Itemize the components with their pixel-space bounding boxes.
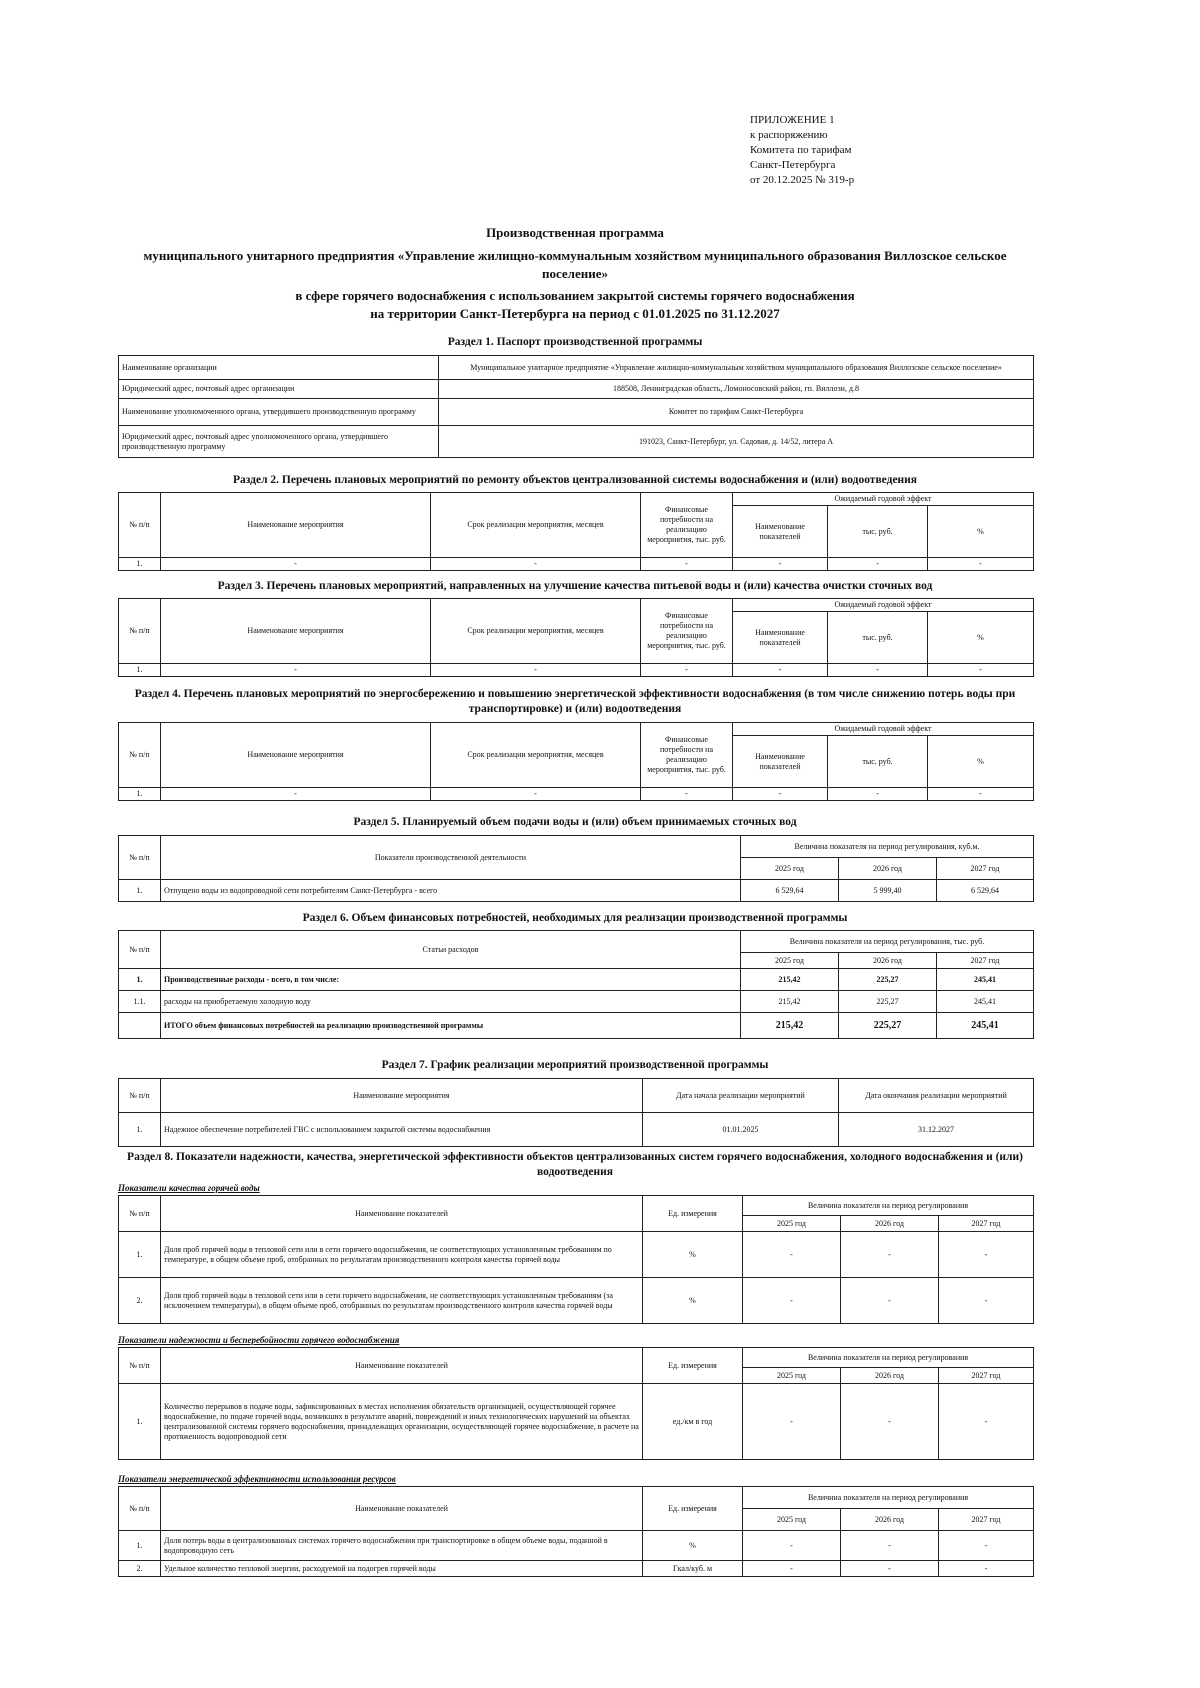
- table-cell: Наименование организации: [119, 356, 439, 380]
- table-row: [119, 969, 1034, 991]
- table-cell: -: [743, 1232, 841, 1278]
- header-cell: Наименование показателей: [733, 736, 828, 788]
- program-scope: в сфере горячего водоснабжения с использованием закрытой системы горячего водоснабжения: [295, 288, 855, 303]
- table-row: [119, 426, 1034, 458]
- section-5-table: [118, 835, 1034, 902]
- header-cell: № п/п: [119, 493, 161, 558]
- header-cell: № п/п: [119, 931, 161, 969]
- table-cell: 1.: [119, 880, 161, 902]
- table-cell: Количество перерывов в подаче воды, зафиксированных в местах исполнения обязательств организацией, осуществляющей горячее водоснабжение, по подаче горячей воды, возникших в результате аварий, повреждений и иных технологических нарушений на объектах централизованной системы горячего водоснабжения, принадлежащих организации, осуществляющей горячее водоснабжение, в расчете на протяженность водопроводной сети: [161, 1384, 643, 1460]
- table-cell: 6 529,64: [741, 880, 839, 902]
- section-8-efficiency-table: [118, 1486, 1034, 1577]
- header-cell: Ед. измерения: [643, 1348, 743, 1384]
- year-cell: 2026 год: [839, 953, 937, 969]
- header-cell: Финансовые потребности на реализацию мероприятия, тыс. руб.: [641, 493, 733, 558]
- table-row: [119, 880, 1034, 902]
- header-cell: Наименование мероприятия: [161, 599, 431, 664]
- table-row: [119, 664, 1034, 677]
- header-cell: Дата начала реализации мероприятий: [643, 1079, 839, 1113]
- table-cell: Доля потерь воды в централизованных системах горячего водоснабжения при транспортировке в общем объеме воды, поданной в водопроводную сеть: [161, 1531, 643, 1561]
- header-cell: № п/п: [119, 1079, 161, 1113]
- year-cell: 2025 год: [741, 858, 839, 880]
- table-cell: Гкал/куб. м: [643, 1561, 743, 1577]
- header-cell: Ожидаемый годовой эффект: [733, 493, 1034, 506]
- header-cell: № п/п: [119, 599, 161, 664]
- year-cell: 2026 год: [839, 858, 937, 880]
- table-cell: 225,27: [839, 1013, 937, 1039]
- section-4-table: [118, 722, 1034, 801]
- header-cell: Срок реализации мероприятия, месяцев: [431, 599, 641, 664]
- header-cell: %: [928, 612, 1034, 664]
- table-cell: 215,42: [741, 991, 839, 1013]
- program-title: Производственная программа: [486, 225, 664, 240]
- table-row: [119, 1561, 1034, 1577]
- quality-subheading: Показатели качества горячей воды: [118, 1183, 260, 1193]
- table-row: [119, 1278, 1034, 1324]
- table-cell: 2.: [119, 1278, 161, 1324]
- header-cell: Величина показателя на период регулирования: [743, 1348, 1034, 1368]
- table-cell: [119, 1013, 161, 1039]
- table-cell: 215,42: [741, 969, 839, 991]
- table-cell: -: [841, 1384, 939, 1460]
- table-cell: Отпущено воды из водопроводной сети потребителям Санкт-Петербурга - всего: [161, 880, 741, 902]
- table-cell: -: [743, 1531, 841, 1561]
- section-4-title: Раздел 4. Перечень плановых мероприятий по энергосбережению и повышению энергетической эффективности водоснабжения (в том числе снижению потерь воды при транспортировке) и (или) водоотведения: [134, 688, 1016, 715]
- table-cell: 245,41: [937, 969, 1034, 991]
- header-cell: Наименование показателей: [161, 1348, 643, 1384]
- section-8-title: Раздел 8. Показатели надежности, качества, энергетической эффективности объектов централизованных систем горячего водоснабжения, холодного водоснабжения и (или) водоотведения: [127, 1151, 1023, 1178]
- table-header-row: [119, 723, 1034, 736]
- table-row: [119, 558, 1034, 571]
- table-header-row: [119, 493, 1034, 506]
- table-header-row: [119, 1196, 1034, 1216]
- table-cell: 225,27: [839, 969, 937, 991]
- year-cell: 2027 год: [939, 1216, 1034, 1232]
- header-cell: тыс. руб.: [828, 612, 928, 664]
- table-cell: 2.: [119, 1561, 161, 1577]
- table-cell: -: [939, 1232, 1034, 1278]
- table-cell: 188508, Ленинградская область, Ломоносовский район, гп. Виллози, д.8: [439, 380, 1034, 399]
- section-2-title: Раздел 2. Перечень плановых мероприятий по ремонту объектов централизованной системы водоснабжения и (или) водоотведения: [232, 474, 918, 486]
- table-row: [119, 356, 1034, 380]
- header-cell: тыс. руб.: [828, 736, 928, 788]
- table-cell: Доля проб горячей воды в тепловой сети или в сети горячего водоснабжения, не соответствующих установленным требованиям (за исключением температуры), в общем объеме проб, отобранных по результатам производственного контроля качества горячей воды: [161, 1278, 643, 1324]
- header-cell: Наименование показателей: [733, 612, 828, 664]
- table-header-row: [119, 836, 1034, 858]
- table-cell: -: [733, 788, 828, 801]
- header-cell: Дата окончания реализации мероприятий: [839, 1079, 1034, 1113]
- table-cell: -: [161, 558, 431, 571]
- table-cell: расходы на приобретаемую холодную воду: [161, 991, 741, 1013]
- header-cell: Статьи расходов: [161, 931, 741, 969]
- appendix-block: [750, 113, 854, 188]
- reliability-subheading: Показатели надежности и бесперебойности горячего водоснабжения: [118, 1335, 400, 1345]
- table-total-row: [119, 1013, 1034, 1039]
- appendix-line: Санкт-Петербурга: [750, 159, 836, 171]
- table-cell: 1.: [119, 1232, 161, 1278]
- table-row: [119, 1531, 1034, 1561]
- header-cell: Срок реализации мероприятия, месяцев: [431, 723, 641, 788]
- table-cell: -: [841, 1531, 939, 1561]
- table-cell: -: [743, 1278, 841, 1324]
- table-cell: -: [828, 558, 928, 571]
- header-cell: № п/п: [119, 1348, 161, 1384]
- year-cell: 2025 год: [743, 1216, 841, 1232]
- table-cell: 1.: [119, 664, 161, 677]
- header-cell: Наименование показателей: [161, 1196, 643, 1232]
- table-row: [119, 1232, 1034, 1278]
- table-cell: %: [643, 1531, 743, 1561]
- table-cell: 1.: [119, 1531, 161, 1561]
- year-cell: 2026 год: [841, 1216, 939, 1232]
- table-cell: Производственные расходы - всего, в том числе:: [161, 969, 741, 991]
- table-cell: -: [733, 558, 828, 571]
- year-cell: 2027 год: [937, 858, 1034, 880]
- year-cell: 2025 год: [741, 953, 839, 969]
- year-cell: 2026 год: [841, 1509, 939, 1531]
- section-8-quality-table: [118, 1195, 1034, 1324]
- table-cell: -: [743, 1384, 841, 1460]
- table-cell: Юридический адрес, почтовый адрес организации: [119, 380, 439, 399]
- year-cell: 2027 год: [939, 1368, 1034, 1384]
- table-cell: -: [828, 664, 928, 677]
- section-3-table: [118, 598, 1034, 677]
- table-header-row: [119, 1487, 1034, 1509]
- header-cell: № п/п: [119, 1196, 161, 1232]
- table-cell: 5 999,40: [839, 880, 937, 902]
- table-cell: 1.1.: [119, 991, 161, 1013]
- table-cell: -: [641, 558, 733, 571]
- section-1-title: Раздел 1. Паспорт производственной программы: [447, 336, 703, 348]
- header-cell: Финансовые потребности на реализацию мероприятия, тыс. руб.: [641, 599, 733, 664]
- section-3-title: Раздел 3. Перечень плановых мероприятий, направленных на улучшение качества питьевой воды и (или) качества очистки сточных вод: [217, 580, 933, 592]
- table-cell: 1.: [119, 969, 161, 991]
- appendix-line: Комитета по тарифам: [750, 144, 852, 156]
- section-1-table: [118, 355, 1034, 458]
- year-cell: 2025 год: [743, 1509, 841, 1531]
- table-cell: 215,42: [741, 1013, 839, 1039]
- table-cell: -: [431, 664, 641, 677]
- table-cell: -: [431, 788, 641, 801]
- table-cell: -: [161, 664, 431, 677]
- header-cell: № п/п: [119, 723, 161, 788]
- table-header-row: [119, 931, 1034, 953]
- table-cell: Доля проб горячей воды в тепловой сети или в сети горячего водоснабжения, не соответствующих установленным требованиям по температуре, в общем объеме проб, отобранных по результатам производственного контроля качества горячей воды: [161, 1232, 643, 1278]
- header-cell: %: [928, 736, 1034, 788]
- header-cell: Наименование мероприятия: [161, 493, 431, 558]
- year-cell: 2027 год: [937, 953, 1034, 969]
- table-cell: -: [743, 1561, 841, 1577]
- table-header-row: [119, 1348, 1034, 1368]
- table-cell: -: [841, 1278, 939, 1324]
- section-2-table: [118, 492, 1034, 571]
- table-row: [119, 1113, 1034, 1147]
- program-subtitle: муниципального унитарного предприятия «Управление жилищно-коммунальным хозяйством муниципального образования Виллозское сельское поселение»: [143, 248, 1007, 281]
- header-cell: %: [928, 506, 1034, 558]
- table-cell: 6 529,64: [937, 880, 1034, 902]
- header-cell: Величина показателя на период регулирования: [743, 1196, 1034, 1216]
- table-cell: -: [431, 558, 641, 571]
- table-cell: Надежное обеспечение потребителей ГВС с использованием закрытой системы водоснабжения: [161, 1113, 643, 1147]
- header-cell: № п/п: [119, 1487, 161, 1531]
- table-row: [119, 991, 1034, 1013]
- table-cell: 1.: [119, 1113, 161, 1147]
- year-cell: 2027 год: [939, 1509, 1034, 1531]
- efficiency-subheading: Показатели энергетической эффективности использования ресурсов: [118, 1474, 396, 1484]
- header-cell: Наименование мероприятия: [161, 1079, 643, 1113]
- section-5-title: Раздел 5. Планируемый объем подачи воды и (или) объем принимаемых сточных вод: [353, 816, 797, 828]
- table-cell: ед./км в год: [643, 1384, 743, 1460]
- header-cell: Ед. измерения: [643, 1487, 743, 1531]
- header-cell: тыс. руб.: [828, 506, 928, 558]
- header-cell: Величина показателя на период регулирования, тыс. руб.: [741, 931, 1034, 953]
- table-cell: %: [643, 1232, 743, 1278]
- table-cell: -: [939, 1531, 1034, 1561]
- table-row: [119, 788, 1034, 801]
- appendix-line: ПРИЛОЖЕНИЕ 1: [750, 114, 835, 126]
- header-cell: Наименование показателей: [161, 1487, 643, 1531]
- table-cell: ИТОГО объем финансовых потребностей на реализацию производственной программы: [161, 1013, 741, 1039]
- appendix-line: к распоряжению: [750, 129, 828, 141]
- header-cell: Величина показателя на период регулирования, куб.м.: [741, 836, 1034, 858]
- table-row: [119, 1384, 1034, 1460]
- year-cell: 2026 год: [841, 1368, 939, 1384]
- table-cell: 1.: [119, 1384, 161, 1460]
- table-cell: -: [928, 558, 1034, 571]
- table-cell: 01.01.2025: [643, 1113, 839, 1147]
- header-cell: Наименование мероприятия: [161, 723, 431, 788]
- table-cell: 191023, Санкт-Петербург, ул. Садовая, д. 14/52, литера А: [439, 426, 1034, 458]
- header-cell: Ожидаемый годовой эффект: [733, 723, 1034, 736]
- table-cell: -: [161, 788, 431, 801]
- table-cell: Наименование уполномоченного органа, утвердившего производственную программу: [119, 399, 439, 426]
- table-cell: -: [841, 1232, 939, 1278]
- table-cell: -: [828, 788, 928, 801]
- header-cell: Наименование показателей: [733, 506, 828, 558]
- table-cell: 245,41: [937, 1013, 1034, 1039]
- table-cell: Комитет по тарифам Санкт-Петербурга: [439, 399, 1034, 426]
- table-cell: %: [643, 1278, 743, 1324]
- section-6-table: [118, 930, 1034, 1039]
- table-header-row: [119, 599, 1034, 612]
- table-row: [119, 380, 1034, 399]
- header-cell: Финансовые потребности на реализацию мероприятия, тыс. руб.: [641, 723, 733, 788]
- table-cell: 1.: [119, 558, 161, 571]
- table-cell: 31.12.2027: [839, 1113, 1034, 1147]
- table-cell: -: [928, 788, 1034, 801]
- table-cell: Удельное количество тепловой энергии, расходуемой на подогрев горячей воды: [161, 1561, 643, 1577]
- table-cell: 245,41: [937, 991, 1034, 1013]
- table-cell: Муниципальное унитарное предприятие «Управление жилищно-коммунальным хозяйством муниципального образования Виллозское сельское поселение»: [439, 356, 1034, 380]
- header-cell: № п/п: [119, 836, 161, 880]
- table-cell: -: [939, 1384, 1034, 1460]
- table-cell: -: [841, 1561, 939, 1577]
- table-cell: -: [641, 788, 733, 801]
- section-6-title: Раздел 6. Объем финансовых потребностей, необходимых для реализации производственной программы: [302, 912, 848, 924]
- header-cell: Величина показателя на период регулирования: [743, 1487, 1034, 1509]
- table-cell: -: [733, 664, 828, 677]
- year-cell: 2025 год: [743, 1368, 841, 1384]
- section-7-title: Раздел 7. График реализации мероприятий производственной программы: [381, 1059, 769, 1071]
- table-row: [119, 399, 1034, 426]
- program-period: на территории Санкт-Петербурга на период с 01.01.2025 по 31.12.2027: [370, 306, 780, 321]
- table-cell: 225,27: [839, 991, 937, 1013]
- table-cell: -: [641, 664, 733, 677]
- table-cell: 1.: [119, 788, 161, 801]
- header-cell: Ед. измерения: [643, 1196, 743, 1232]
- table-cell: Юридический адрес, почтовый адрес уполномоченного органа, утвердившего производственную программу: [119, 426, 439, 458]
- appendix-line: от 20.12.2025 № 319-р: [750, 174, 855, 186]
- header-cell: Ожидаемый годовой эффект: [733, 599, 1034, 612]
- table-header-row: [119, 1079, 1034, 1113]
- header-cell: Срок реализации мероприятия, месяцев: [431, 493, 641, 558]
- section-8-reliability-table: [118, 1347, 1034, 1460]
- section-7-table: [118, 1078, 1034, 1147]
- table-cell: -: [928, 664, 1034, 677]
- table-cell: -: [939, 1561, 1034, 1577]
- table-cell: -: [939, 1278, 1034, 1324]
- header-cell: Показатели производственной деятельности: [161, 836, 741, 880]
